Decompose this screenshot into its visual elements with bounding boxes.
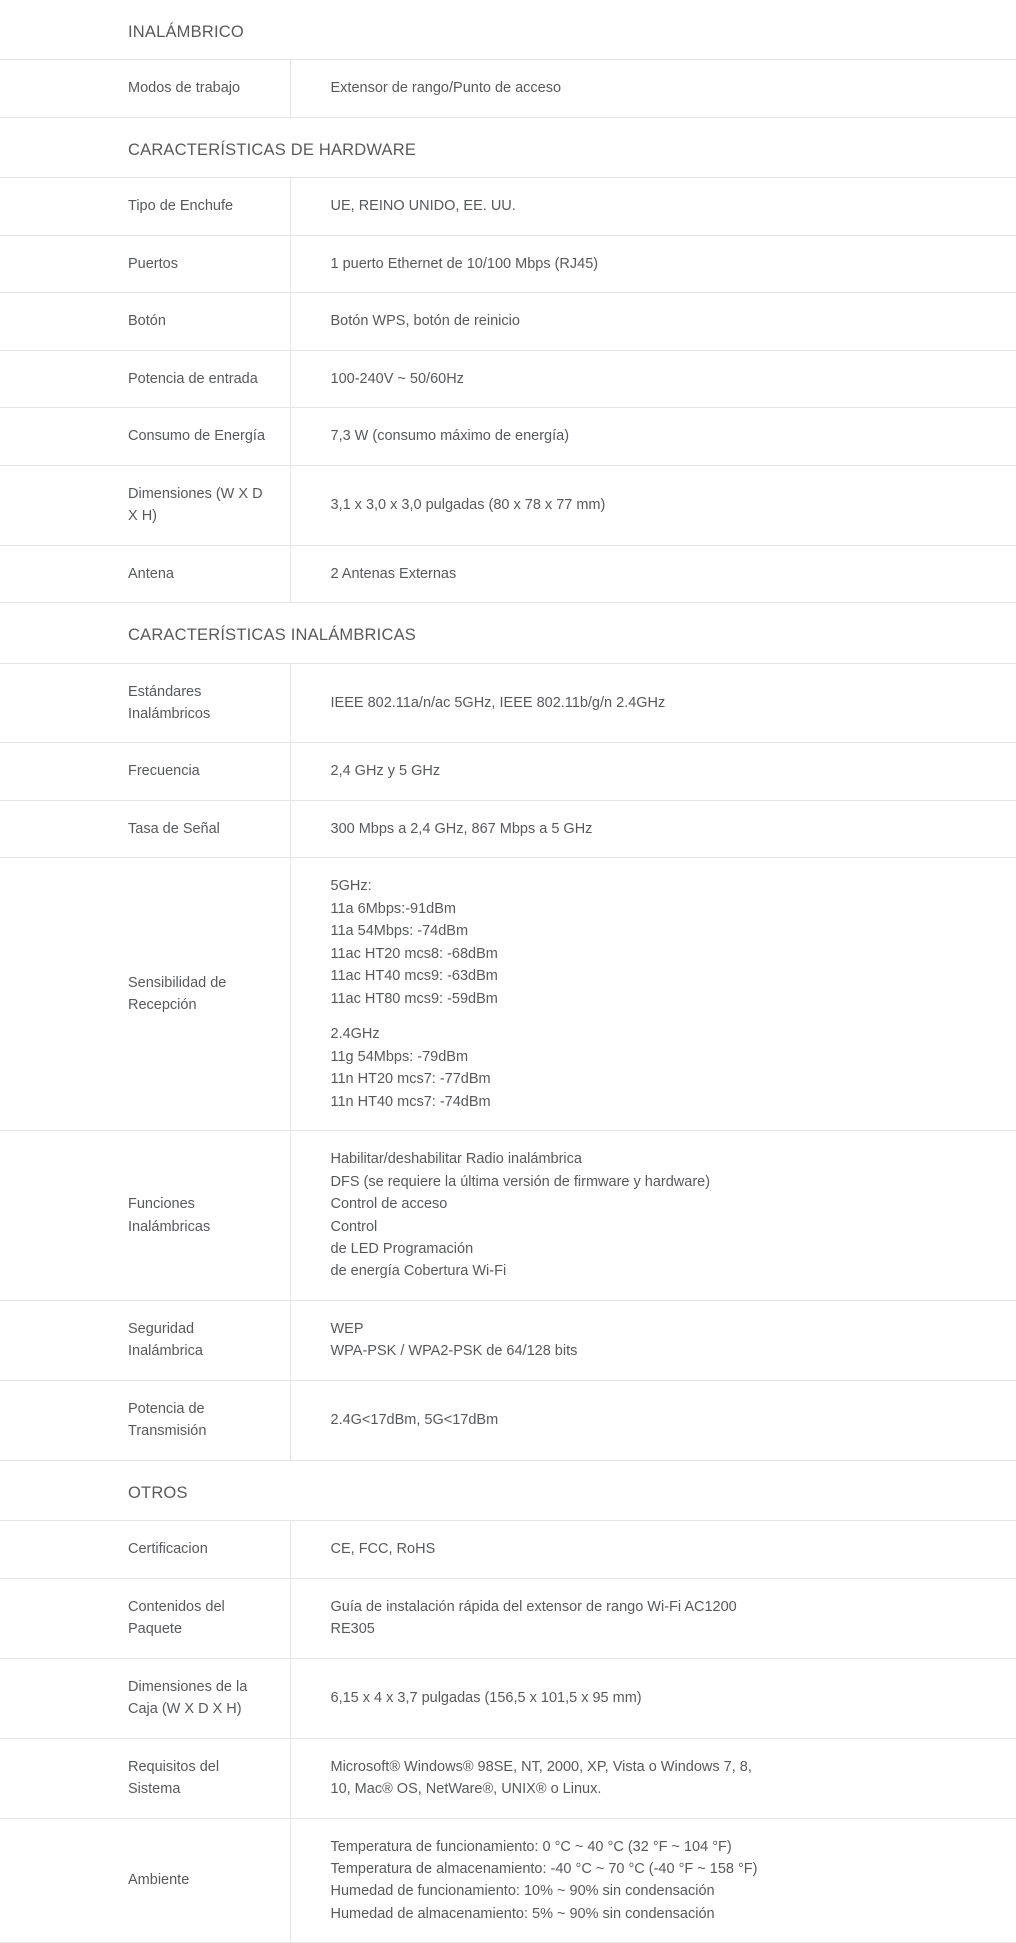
spec-value-line: Guía de instalación rápida del extensor de rango Wi-Fi AC1200 — [330, 1598, 737, 1615]
spec-value-line: Temperatura de almacenamiento: -40 °C ~ 70 °C (-40 °F ~ 158 °F) — [330, 1860, 758, 1877]
spec-value — [290, 465, 1016, 545]
spec-value — [290, 1738, 1016, 1818]
spec-label: Frecuencia — [0, 743, 290, 800]
spec-value-line: de LED Programación — [330, 1240, 474, 1257]
spec-value-line: 11ac HT20 mcs8: -68dBm — [330, 945, 498, 962]
spec-value-line: DFS (se requiere la última versión de firmware y hardware) — [330, 1173, 711, 1190]
spec-value — [290, 800, 1016, 857]
spec-value-line: WEP — [330, 1320, 364, 1337]
table-row — [0, 293, 1016, 350]
table-row — [0, 178, 1016, 235]
spec-label: Sensibilidad de Recepción — [0, 858, 290, 1131]
table-row — [0, 663, 1016, 743]
spec-value — [290, 663, 1016, 743]
spec-label: Botón — [0, 293, 290, 350]
section-title: OTROS — [128, 1483, 188, 1502]
spec-section — [0, 0, 1016, 118]
spec-label: Requisitos del Sistema — [0, 1738, 290, 1818]
spec-label: Ambiente — [0, 1818, 290, 1943]
spec-value — [290, 858, 1016, 1131]
spec-value-line: 2.4GHz — [330, 1026, 380, 1043]
spec-value-line: 11a 54Mbps: -74dBm — [330, 923, 469, 940]
spec-label: Estándares Inalámbricos — [0, 663, 290, 743]
table-row — [0, 545, 1016, 602]
spec-value-line: UE, REINO UNIDO, EE. UU. — [330, 198, 516, 215]
spec-value-line: RE305 — [330, 1621, 375, 1638]
spec-section — [0, 118, 1016, 603]
spec-value-line: Control de acceso — [330, 1196, 448, 1213]
spec-value — [290, 408, 1016, 465]
spec-value-line: Control — [330, 1218, 378, 1235]
spec-value-line: Extensor de rango/Punto de acceso — [330, 80, 562, 97]
spec-value — [290, 1818, 1016, 1943]
spec-label: Tasa de Señal — [0, 800, 290, 857]
table-row — [0, 235, 1016, 292]
spec-table — [0, 1520, 1016, 1943]
spec-label: Potencia de entrada — [0, 350, 290, 407]
spec-value — [290, 1658, 1016, 1738]
spec-value — [290, 1578, 1016, 1658]
spec-value-line: 11n HT40 mcs7: -74dBm — [330, 1093, 491, 1110]
spec-value-line: 2,4 GHz y 5 GHz — [330, 763, 441, 780]
spec-value-line: 2.4G<17dBm, 5G<17dBm — [330, 1412, 499, 1429]
spec-value-line: 10, Mac® OS, NetWare®, UNIX® o Linux. — [330, 1781, 602, 1798]
spec-section — [0, 603, 1016, 1461]
spec-label: Consumo de Energía — [0, 408, 290, 465]
spec-value-line: CE, FCC, RoHS — [330, 1541, 436, 1558]
spec-value — [290, 743, 1016, 800]
table-row — [0, 60, 1016, 117]
spec-value-line — [331, 1010, 993, 1023]
spec-value-line: 300 Mbps a 2,4 GHz, 867 Mbps a 5 GHz — [330, 820, 593, 837]
table-row — [0, 1738, 1016, 1818]
spec-value-line: IEEE 802.11a/n/ac 5GHz, IEEE 802.11b/g/n 2.4GHz — [330, 694, 666, 711]
spec-value-line: 1 puerto Ethernet de 10/100 Mbps (RJ45) — [330, 255, 599, 272]
table-row — [0, 408, 1016, 465]
spec-value-line: 7,3 W (consumo máximo de energía) — [330, 428, 570, 445]
spec-value-line: 11g 54Mbps: -79dBm — [330, 1048, 469, 1065]
spec-value — [290, 1300, 1016, 1380]
table-row — [0, 1300, 1016, 1380]
spec-table — [0, 177, 1016, 603]
table-row — [0, 350, 1016, 407]
spec-value-line: Botón WPS, botón de reinicio — [330, 313, 520, 330]
spec-value — [290, 545, 1016, 602]
spec-value-line: Habilitar/deshabilitar Radio inalámbrica — [330, 1151, 582, 1168]
table-row — [0, 800, 1016, 857]
spec-value-line: WPA-PSK / WPA2-PSK de 64/128 bits — [330, 1343, 578, 1360]
spec-value-line: Microsoft® Windows® 98SE, NT, 2000, XP, Vista o Windows 7, 8, — [330, 1758, 752, 1775]
spec-value — [290, 60, 1016, 117]
spec-value — [290, 1131, 1016, 1301]
spec-label: Seguridad Inalámbrica — [0, 1300, 290, 1380]
table-row — [0, 465, 1016, 545]
section-title: CARACTERÍSTICAS DE HARDWARE — [128, 140, 417, 159]
spec-value — [290, 1521, 1016, 1578]
table-row — [0, 1818, 1016, 1943]
spec-value — [290, 235, 1016, 292]
spec-table — [0, 59, 1016, 117]
spec-value-line: 11ac HT40 mcs9: -63dBm — [330, 968, 498, 985]
spec-value-line: 11n HT20 mcs7: -77dBm — [330, 1071, 491, 1088]
spec-label: Dimensiones (W X D X H) — [0, 465, 290, 545]
table-row — [0, 743, 1016, 800]
spec-section — [0, 1461, 1016, 1943]
spec-label: Tipo de Enchufe — [0, 178, 290, 235]
spec-value-line: Humedad de funcionamiento: 10% ~ 90% sin condensación — [330, 1883, 715, 1900]
spec-label: Modos de trabajo — [0, 60, 290, 117]
spec-value-line: 11a 6Mbps:-91dBm — [330, 900, 456, 917]
spec-value-line: Humedad de almacenamiento: 5% ~ 90% sin condensación — [330, 1905, 715, 1922]
spec-value-line: 5GHz: — [330, 878, 372, 895]
spec-value-line: 2 Antenas Externas — [330, 565, 457, 582]
spec-value — [290, 293, 1016, 350]
spec-label: Potencia de Transmisión — [0, 1380, 290, 1460]
spec-value — [290, 350, 1016, 407]
spec-value-line: 11ac HT80 mcs9: -59dBm — [330, 990, 498, 1007]
spec-table — [0, 663, 1016, 1461]
spec-value-line: Temperatura de funcionamiento: 0 °C ~ 40 °C (32 °F ~ 104 °F) — [330, 1838, 732, 1855]
table-row — [0, 1658, 1016, 1738]
spec-value — [290, 1380, 1016, 1460]
table-row — [0, 1578, 1016, 1658]
spec-label: Dimensiones de la Caja (W X D X H) — [0, 1658, 290, 1738]
table-row — [0, 1131, 1016, 1301]
spec-label: Puertos — [0, 235, 290, 292]
table-row — [0, 858, 1016, 1131]
spec-value-line: de energía Cobertura Wi-Fi — [330, 1263, 507, 1280]
spec-value — [290, 178, 1016, 235]
table-row — [0, 1521, 1016, 1578]
section-title: INALÁMBRICO — [128, 23, 244, 41]
spec-label: Funciones Inalámbricas — [0, 1131, 290, 1301]
spec-label: Antena — [0, 545, 290, 602]
spec-label: Contenidos del Paquete — [0, 1578, 290, 1658]
spec-value-line: 3,1 x 3,0 x 3,0 pulgadas (80 x 78 x 77 mm) — [330, 496, 606, 513]
spec-value-line: 100-240V ~ 50/60Hz — [330, 370, 464, 387]
spec-value-line: 6,15 x 4 x 3,7 pulgadas (156,5 x 101,5 x 95 mm) — [330, 1689, 642, 1706]
table-row — [0, 1380, 1016, 1460]
spec-label: Certificacion — [0, 1521, 290, 1578]
section-title: CARACTERÍSTICAS INALÁMBRICAS — [128, 626, 416, 645]
